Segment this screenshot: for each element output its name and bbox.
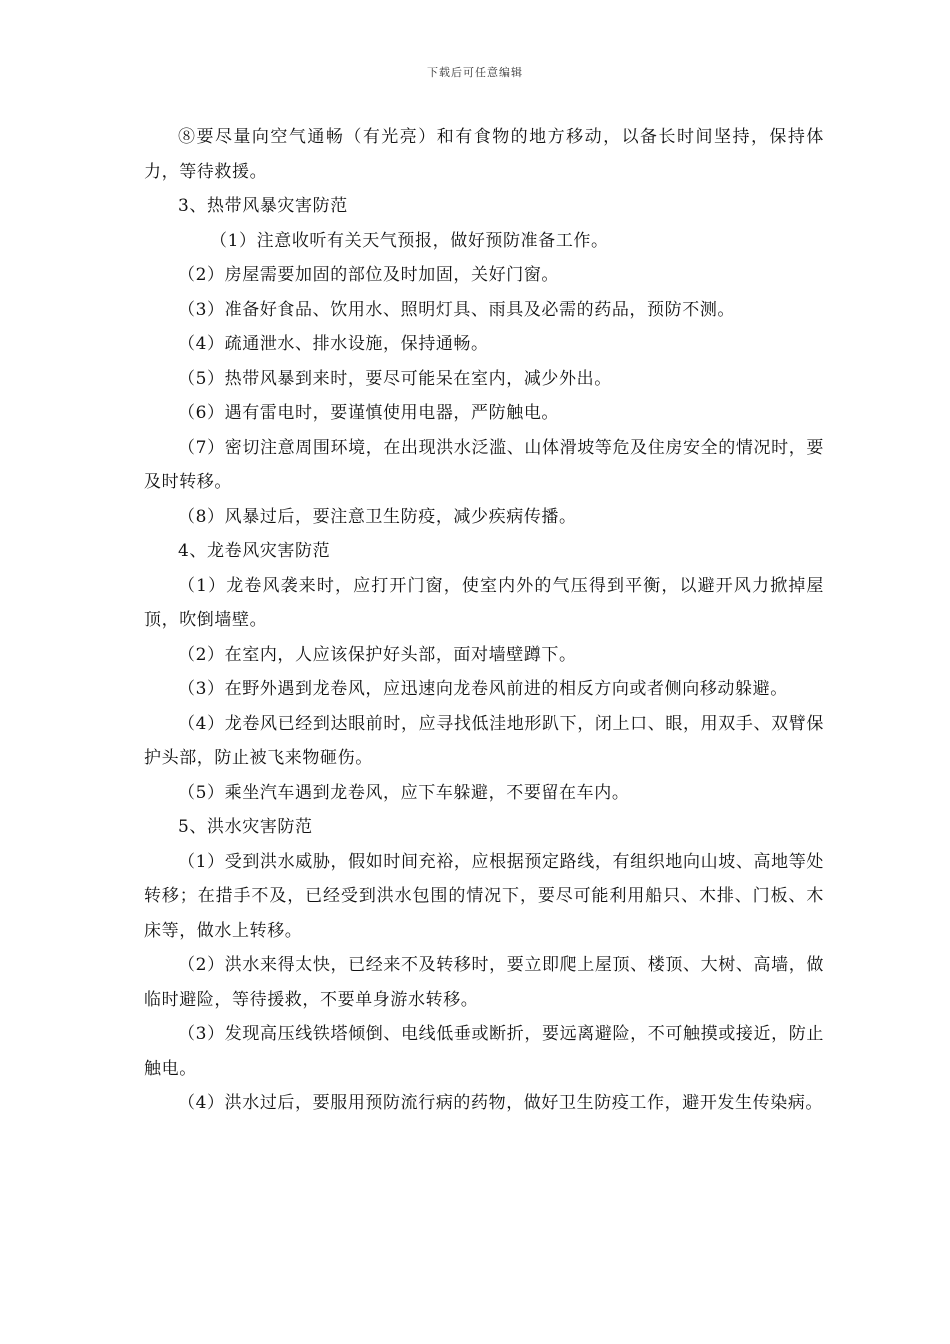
paragraph: （4）龙卷风已经到达眼前时，应寻找低洼地形趴下，闭上口、眼，用双手、双臂保护头部，防止被飞来物砸伤。 <box>144 713 824 768</box>
paragraph: （3）发现高压线铁塔倾倒、电线低垂或断折，要远离避险，不可触摸或接近，防止触电。 <box>144 1024 824 1079</box>
section-heading-tornado: 4、龙卷风灾害防范 <box>178 541 331 561</box>
page-header: 下载后可任意编辑 <box>427 66 523 79</box>
paragraph: （1）受到洪水威胁，假如时间充裕，应根据预定路线，有组织地向山坡、高地等处转移；在措手不及，已经受到洪水包围的情况下，要尽可能利用船只、木排、门板、木床等，做水上转移。 <box>144 851 824 941</box>
paragraph-item-8: ⑧要尽量向空气通畅（有光亮）和有食物的地方移动，以备长时间坚持，保持体力，等待救援。 <box>144 127 824 182</box>
paragraph: （2）洪水来得太快，已经来不及转移时，要立即爬上屋顶、楼顶、大树、高墙，做临时避险，等待援救，不要单身游水转移。 <box>144 955 824 1010</box>
paragraph: （3）在野外遇到龙卷风，应迅速向龙卷风前进的相反方向或者侧向移动躲避。 <box>178 679 788 699</box>
paragraph: （6）遇有雷电时，要谨慎使用电器，严防触电。 <box>178 403 560 423</box>
paragraph: （1）龙卷风袭来时，应打开门窗，使室内外的气压得到平衡，以避开风力掀掉屋顶，吹倒墙壁。 <box>144 575 824 630</box>
paragraph: （7）密切注意周围环境，在出现洪水泛滥、山体滑坡等危及住房安全的情况时，要及时转移。 <box>144 437 824 492</box>
paragraph: （3）准备好食品、饮用水、照明灯具、雨具及必需的药品，预防不测。 <box>178 299 736 320</box>
section-heading-flood: 5、洪水灾害防范 <box>178 817 313 837</box>
paragraph: （1）注意收听有关天气预报，做好预防准备工作。 <box>210 230 609 251</box>
paragraph: （5）乘坐汽车遇到龙卷风，应下车躲避，不要留在车内。 <box>178 782 630 803</box>
paragraph: （4）疏通泄水、排水设施，保持通畅。 <box>178 334 489 354</box>
paragraph: （2）房屋需要加固的部位及时加固，关好门窗。 <box>178 265 560 285</box>
paragraph: （8）风暴过后，要注意卫生防疫，减少疾病传播。 <box>178 506 577 527</box>
paragraph: （5）热带风暴到来时，要尽可能呆在室内，减少外出。 <box>178 368 612 389</box>
document-body <box>144 120 824 1121</box>
paragraph: （4）洪水过后，要服用预防流行病的药物，做好卫生防疫工作，避开发生传染病。 <box>178 1093 824 1113</box>
paragraph: （2）在室内，人应该保护好头部，面对墙壁蹲下。 <box>178 644 577 665</box>
section-heading-tropical-storm: 3、热带风暴灾害防范 <box>178 196 348 216</box>
